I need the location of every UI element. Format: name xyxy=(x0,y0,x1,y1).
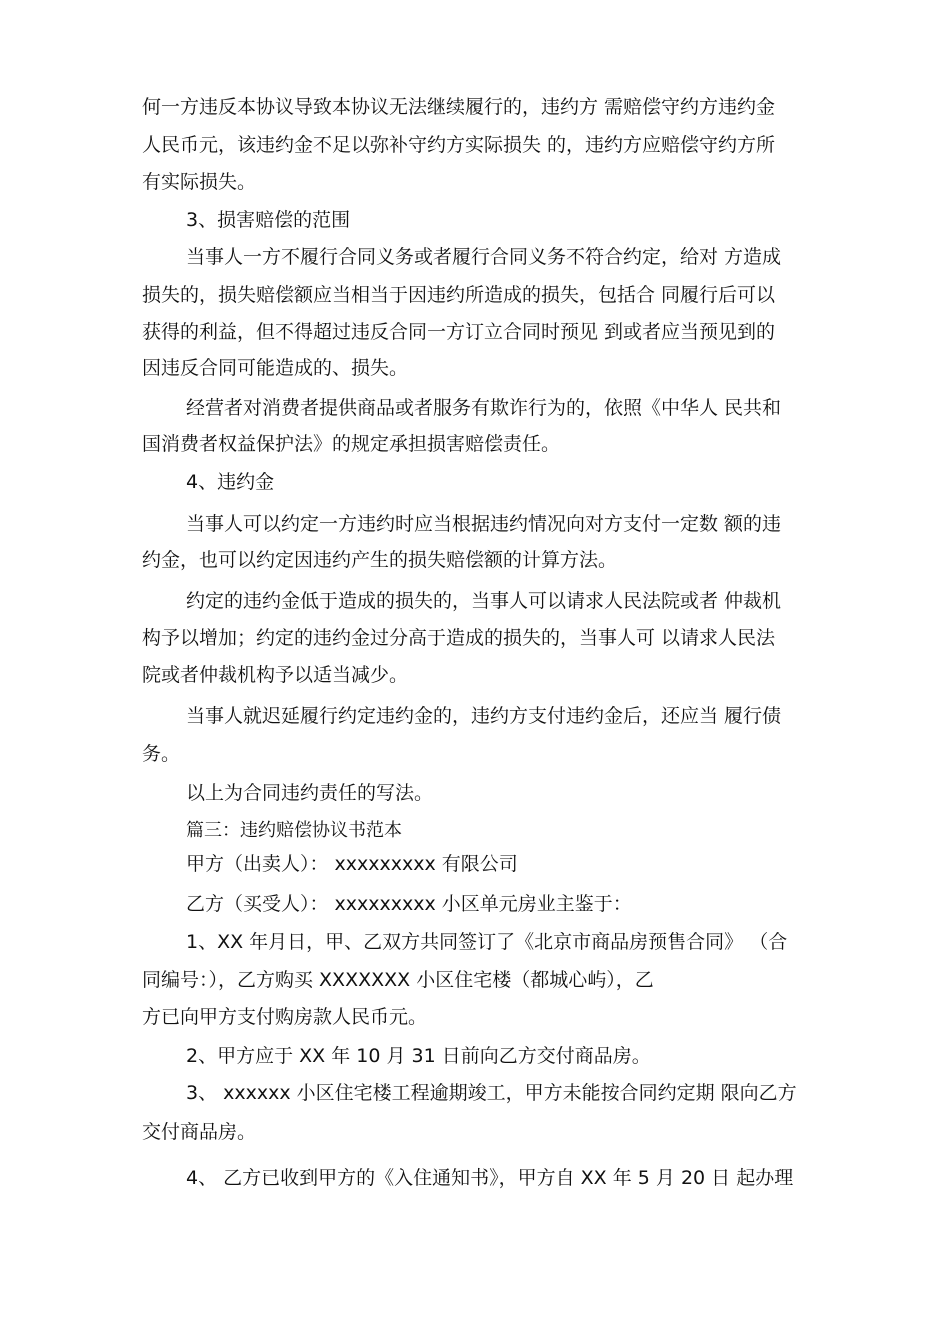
text-line: 人民币元，该违约金不足以弥补守约方实际损失 的，违约方应赔偿守约方所 xyxy=(142,134,776,156)
party-a-line: 甲方（出卖人）： xxxxxxxxx 有限公司 xyxy=(186,853,518,875)
text-line: 交付商品房。 xyxy=(142,1121,257,1143)
list-item: 3、 xxxxxx 小区住宅楼工程逾期竣工，甲方未能按合同约定期 限向乙方 xyxy=(186,1082,797,1104)
text-line: 因违反合同可能造成的、损失。 xyxy=(142,357,409,379)
text-line: 经营者对消费者提供商品或者服务有欺诈行为的，依照《中华人 民共和 xyxy=(186,397,782,419)
section-heading: 篇三：违约赔偿协议书范本 xyxy=(186,820,402,841)
text-line: 院或者仲裁机构予以适当减少。 xyxy=(142,664,409,686)
text-line: 当事人一方不履行合同义务或者履行合同义务不符合约定，给对 方造成 xyxy=(186,246,782,268)
text-line: 以上为合同违约责任的写法。 xyxy=(186,782,434,804)
text-line: 方已向甲方支付购房款人民币元。 xyxy=(142,1006,428,1028)
text-line: 构予以增加；约定的违约金过分高于造成的损失的，当事人可 以请求人民法 xyxy=(142,627,776,649)
text-line: 约金，也可以约定因违约产生的损失赔偿额的计算方法。 xyxy=(142,549,618,571)
text-line: 损失的，损失赔偿额应当相当于因违约所造成的损失，包括合 同履行后可以 xyxy=(142,284,776,306)
text-line: 务。 xyxy=(142,743,181,765)
party-b-line: 乙方（买受人）： xxxxxxxxx 小区单元房业主鉴于： xyxy=(186,893,632,915)
text-line: 同编号：），乙方购买 XXXXXXX 小区住宅楼（都城心屿），乙 xyxy=(142,969,654,991)
text-line: 有实际损失。 xyxy=(142,171,257,193)
section-heading: 3、损害赔偿的范围 xyxy=(186,209,351,231)
text-line: 当事人就迟延履行约定违约金的，违约方支付违约金后，还应当 履行债 xyxy=(186,705,782,727)
list-item: 2、甲方应于 XX 年 10 月 31 日前向乙方交付商品房。 xyxy=(186,1045,651,1067)
text-line: 约定的违约金低于造成的损失的，当事人可以请求人民法院或者 仲裁机 xyxy=(186,590,782,612)
text-line: 国消费者权益保护法》的规定承担损害赔偿责任。 xyxy=(142,433,561,455)
text-line: 获得的利益，但不得超过违反合同一方订立合同时预见 到或者应当预见到的 xyxy=(142,321,776,343)
text-line: 何一方违反本协议导致本协议无法继续履行的，违约方 需赔偿守约方违约金 xyxy=(142,96,776,118)
list-item: 1、XX 年月日，甲、乙双方共同签订了《北京市商品房预售合同》 （合 xyxy=(186,931,788,953)
text-line: 当事人可以约定一方违约时应当根据违约情况向对方支付一定数 额的违 xyxy=(186,513,782,535)
list-item: 4、 乙方已收到甲方的《入住通知书》，甲方自 XX 年 5 月 20 日 起办理 xyxy=(186,1167,794,1189)
section-heading: 4、违约金 xyxy=(186,471,275,493)
